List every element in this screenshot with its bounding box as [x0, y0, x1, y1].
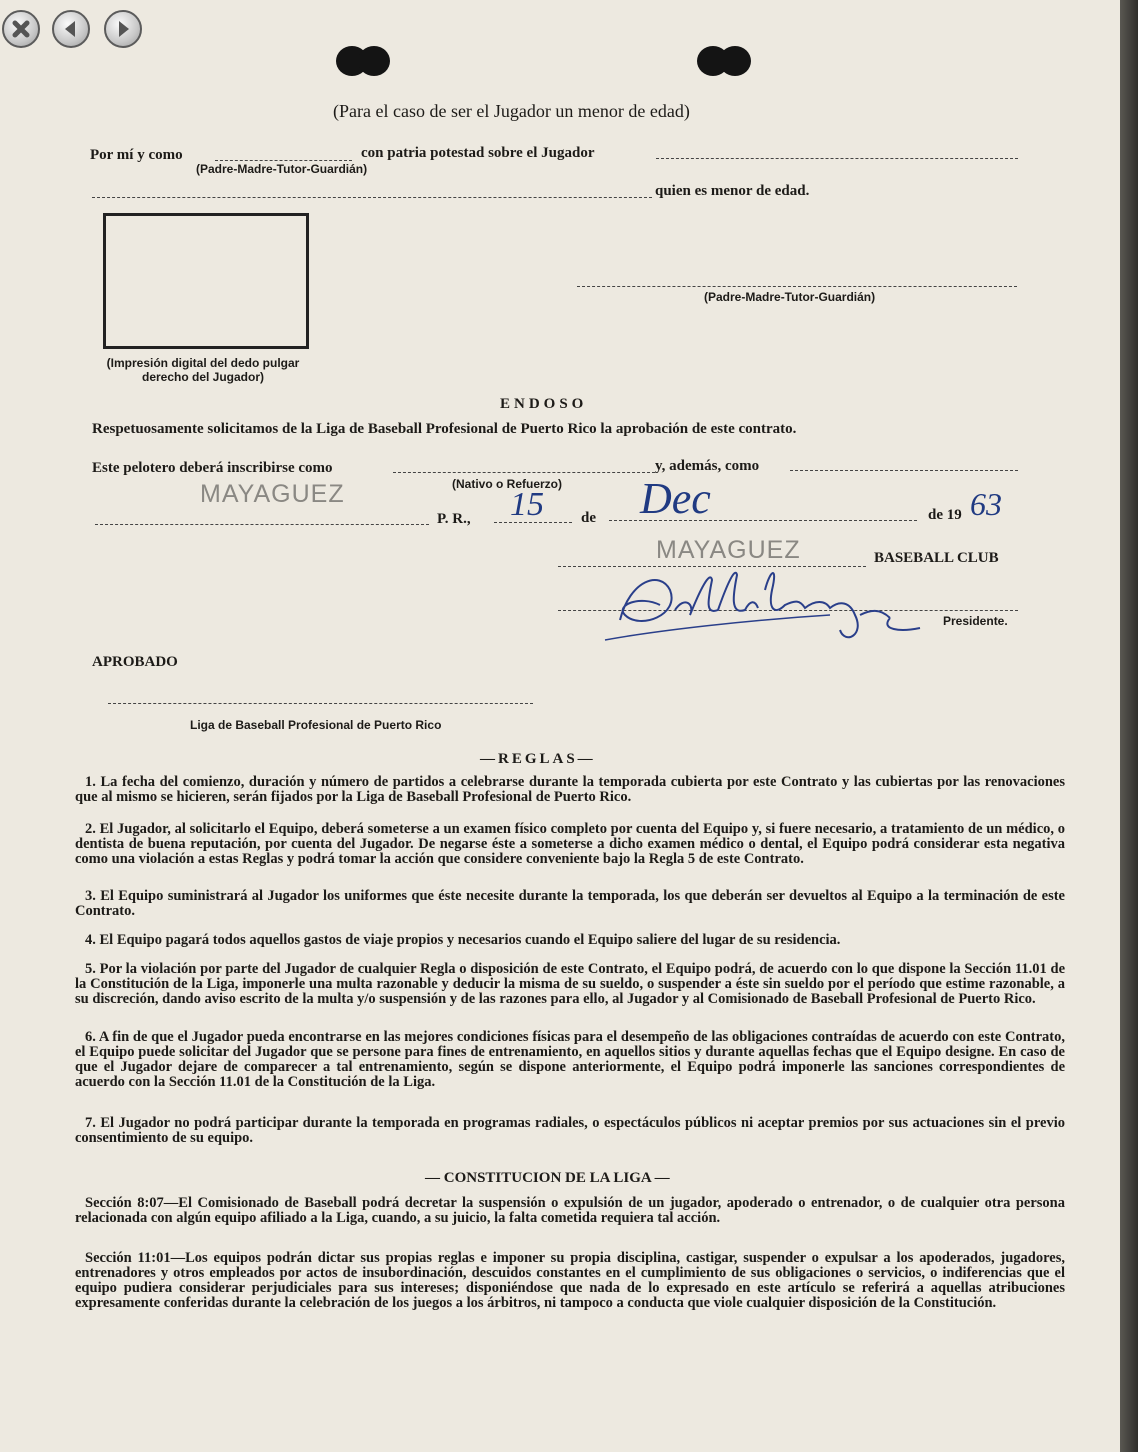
arrow-right-icon	[106, 12, 140, 46]
enroll-type-line	[393, 472, 655, 473]
enroll-caption: (Nativo o Refuerzo)	[452, 477, 563, 491]
player-name-line-2	[92, 197, 652, 198]
approved-label: APROBADO	[92, 654, 178, 670]
thumbprint-box	[103, 213, 309, 349]
enroll-label: Este pelotero deberá inscribirse como	[92, 460, 333, 476]
guardian-signature-line	[577, 286, 1017, 287]
enroll-also-label: y, además, como	[655, 458, 760, 474]
regla-2: 2. El Jugador, al solicitarlo el Equipo, deberá someterse a un examen físico completo por cuenta del Equipo y, si fuere necesario, a tratamiento de un médico, o dentista de buena reputación, por cuenta del Jugador. De negarse éste a someterse a dicho examen médico o dental, el Equipo podrá considerar esta negativa como una violación a estas Reglas y podrá tomar la acción que considere conveniente bajo la Regla 5 de este Contrato.	[75, 821, 1065, 867]
club-stamp: MAYAGUEZ	[656, 536, 801, 564]
guardian-role-line	[215, 160, 352, 161]
president-label: Presidente.	[943, 614, 1008, 628]
guardian-signature-caption: (Padre-Madre-Tutor-Guardián)	[704, 290, 876, 304]
thumb-caption-line-1: (Impresión digital del dedo pulgar	[106, 356, 300, 370]
minor-heading: (Para el caso de ser el Jugador un menor de edad)	[333, 101, 690, 121]
endoso-request: Respetuosamente solicitamos de la Liga de Baseball Profesional de Puerto Rico la aprobación de este contrato.	[92, 421, 797, 437]
punch-hole	[333, 44, 393, 78]
guardian-line-mid: con patria potestad sobre el Jugador	[361, 145, 595, 161]
league-caption: Liga de Baseball Profesional de Puerto Rico	[190, 718, 442, 732]
enroll-also-line	[790, 470, 1018, 471]
thumb-caption-line-2: derecho del Jugador)	[141, 370, 265, 384]
city-stamp: MAYAGUEZ	[200, 480, 345, 508]
regla-7: 7. El Jugador no podrá participar durante la temporada en programas radiales, o espectáculos públicos ni aceptar premios por sus actuaciones sin el previo consentimiento de su equipo.	[75, 1115, 1065, 1146]
punch-hole	[694, 44, 754, 78]
endoso-title: ENDOSO	[500, 396, 588, 412]
de-label-1: de	[581, 510, 596, 526]
regla-6: 6. A fin de que el Jugador pueda encontrarse en las mejores condiciones físicas para el desempeño de las obligaciones contraídas de acuerdo con este Contrato, el Equipo puede solicitar del Jugador que se persone para fines de entrenamiento, en aquellos sitios y durante aquellas fechas que el Equipo designe. En caso de que el Jugador dejare de comparecer a tal entrenamiento, según se dispone anteriormente, el Equipo podrá imponerle las sanciones correspondientes de acuerdo con la Sección 11.01 de la Constitución de la Liga.	[75, 1029, 1065, 1090]
constitucion-title: — CONSTITUCION DE LA LIGA —	[425, 1170, 670, 1186]
close-icon	[4, 12, 38, 46]
guardian-role-caption: (Padre-Madre-Tutor-Guardián)	[196, 162, 368, 176]
president-signature	[600, 560, 930, 650]
forward-button[interactable]	[104, 10, 142, 48]
approval-signature-line	[108, 703, 533, 704]
thumb-caption	[88, 356, 318, 384]
pr-label: P. R.,	[437, 511, 471, 527]
city-line	[95, 524, 429, 525]
seccion-11-01: Sección 11:01—Los equipos podrán dictar sus propias reglas e imponer su propia disciplina, castigar, suspender o expulsar a los apoderados, jugadores, entrenadores y otros empleados por actos de insubordinación, descuidos constantes en el cumplimiento de sus obligaciones o servicios, o indiferencias que el equipo pudiera considerar perjudiciales para sus intereses; disponiéndose que nada de lo expresado en este artículo se referirá a aquellas atribuciones expresamente conferidas durante la celebración de los juegos a los árbitros, ni tampoco a conducta que viole cualquier disposición de la Constitución.	[75, 1250, 1065, 1311]
page-edge	[1120, 0, 1138, 1452]
regla-3: 3. El Equipo suministrará al Jugador los uniformes que éste necesite durante la temporada, los que deberán ser devueltos al Equipo a la terminación de este Contrato.	[75, 888, 1065, 919]
regla-1: 1. La fecha del comienzo, duración y número de partidos a celebrarse durante la temporada cubierta por este Contrato y las cubiertas por las renovaciones que al mismo se hicieren, serán fijados por la Liga de Baseball Profesional de Puerto Rico.	[75, 774, 1065, 805]
player-name-line	[656, 158, 1018, 159]
regla-4: 4. El Equipo pagará todos aquellos gastos de viaje propios y necesarios cuando el Equipo saliere del lugar de su residencia.	[85, 932, 841, 948]
close-button[interactable]	[2, 10, 40, 48]
reglas-title: —REGLAS—	[480, 751, 596, 767]
back-button[interactable]	[52, 10, 90, 48]
seccion-8-07: Sección 8:07—El Comisionado de Baseball podrá decretar la suspensión o expulsión de un jugador, apoderado o entrenador, o de cualquier otra persona relacionada con algún equipo afiliado a la Liga, cuando, a su juicio, la falta cometida requiera tal acción.	[75, 1195, 1065, 1226]
handwritten-year: 63	[970, 486, 1002, 522]
guardian-line-start: Por mí y como	[90, 147, 183, 163]
club-label: BASEBALL CLUB	[874, 550, 999, 566]
minor-statement: quien es menor de edad.	[655, 183, 810, 199]
arrow-left-icon	[54, 12, 88, 46]
regla-5: 5. Por la violación por parte del Jugador de cualquier Regla o disposición de este Contrato, el Equipo podrá, de acuerdo con lo que dispone la Sección 11.01 de la Constitución de la Liga, imponerle una multa razonable y deducir la misma de su sueldo, o suspender a éste sin sueldo por el período que estime razonable, a su discreción, dando aviso escrito de la multa y/o suspensión y de las razones para ello, al Jugador y al Comisionado de Baseball Profesional de Puerto Rico.	[75, 961, 1065, 1007]
de-year-label: de 19	[928, 507, 962, 523]
handwritten-day: 15	[510, 486, 544, 523]
handwritten-month: Dec	[640, 474, 711, 523]
